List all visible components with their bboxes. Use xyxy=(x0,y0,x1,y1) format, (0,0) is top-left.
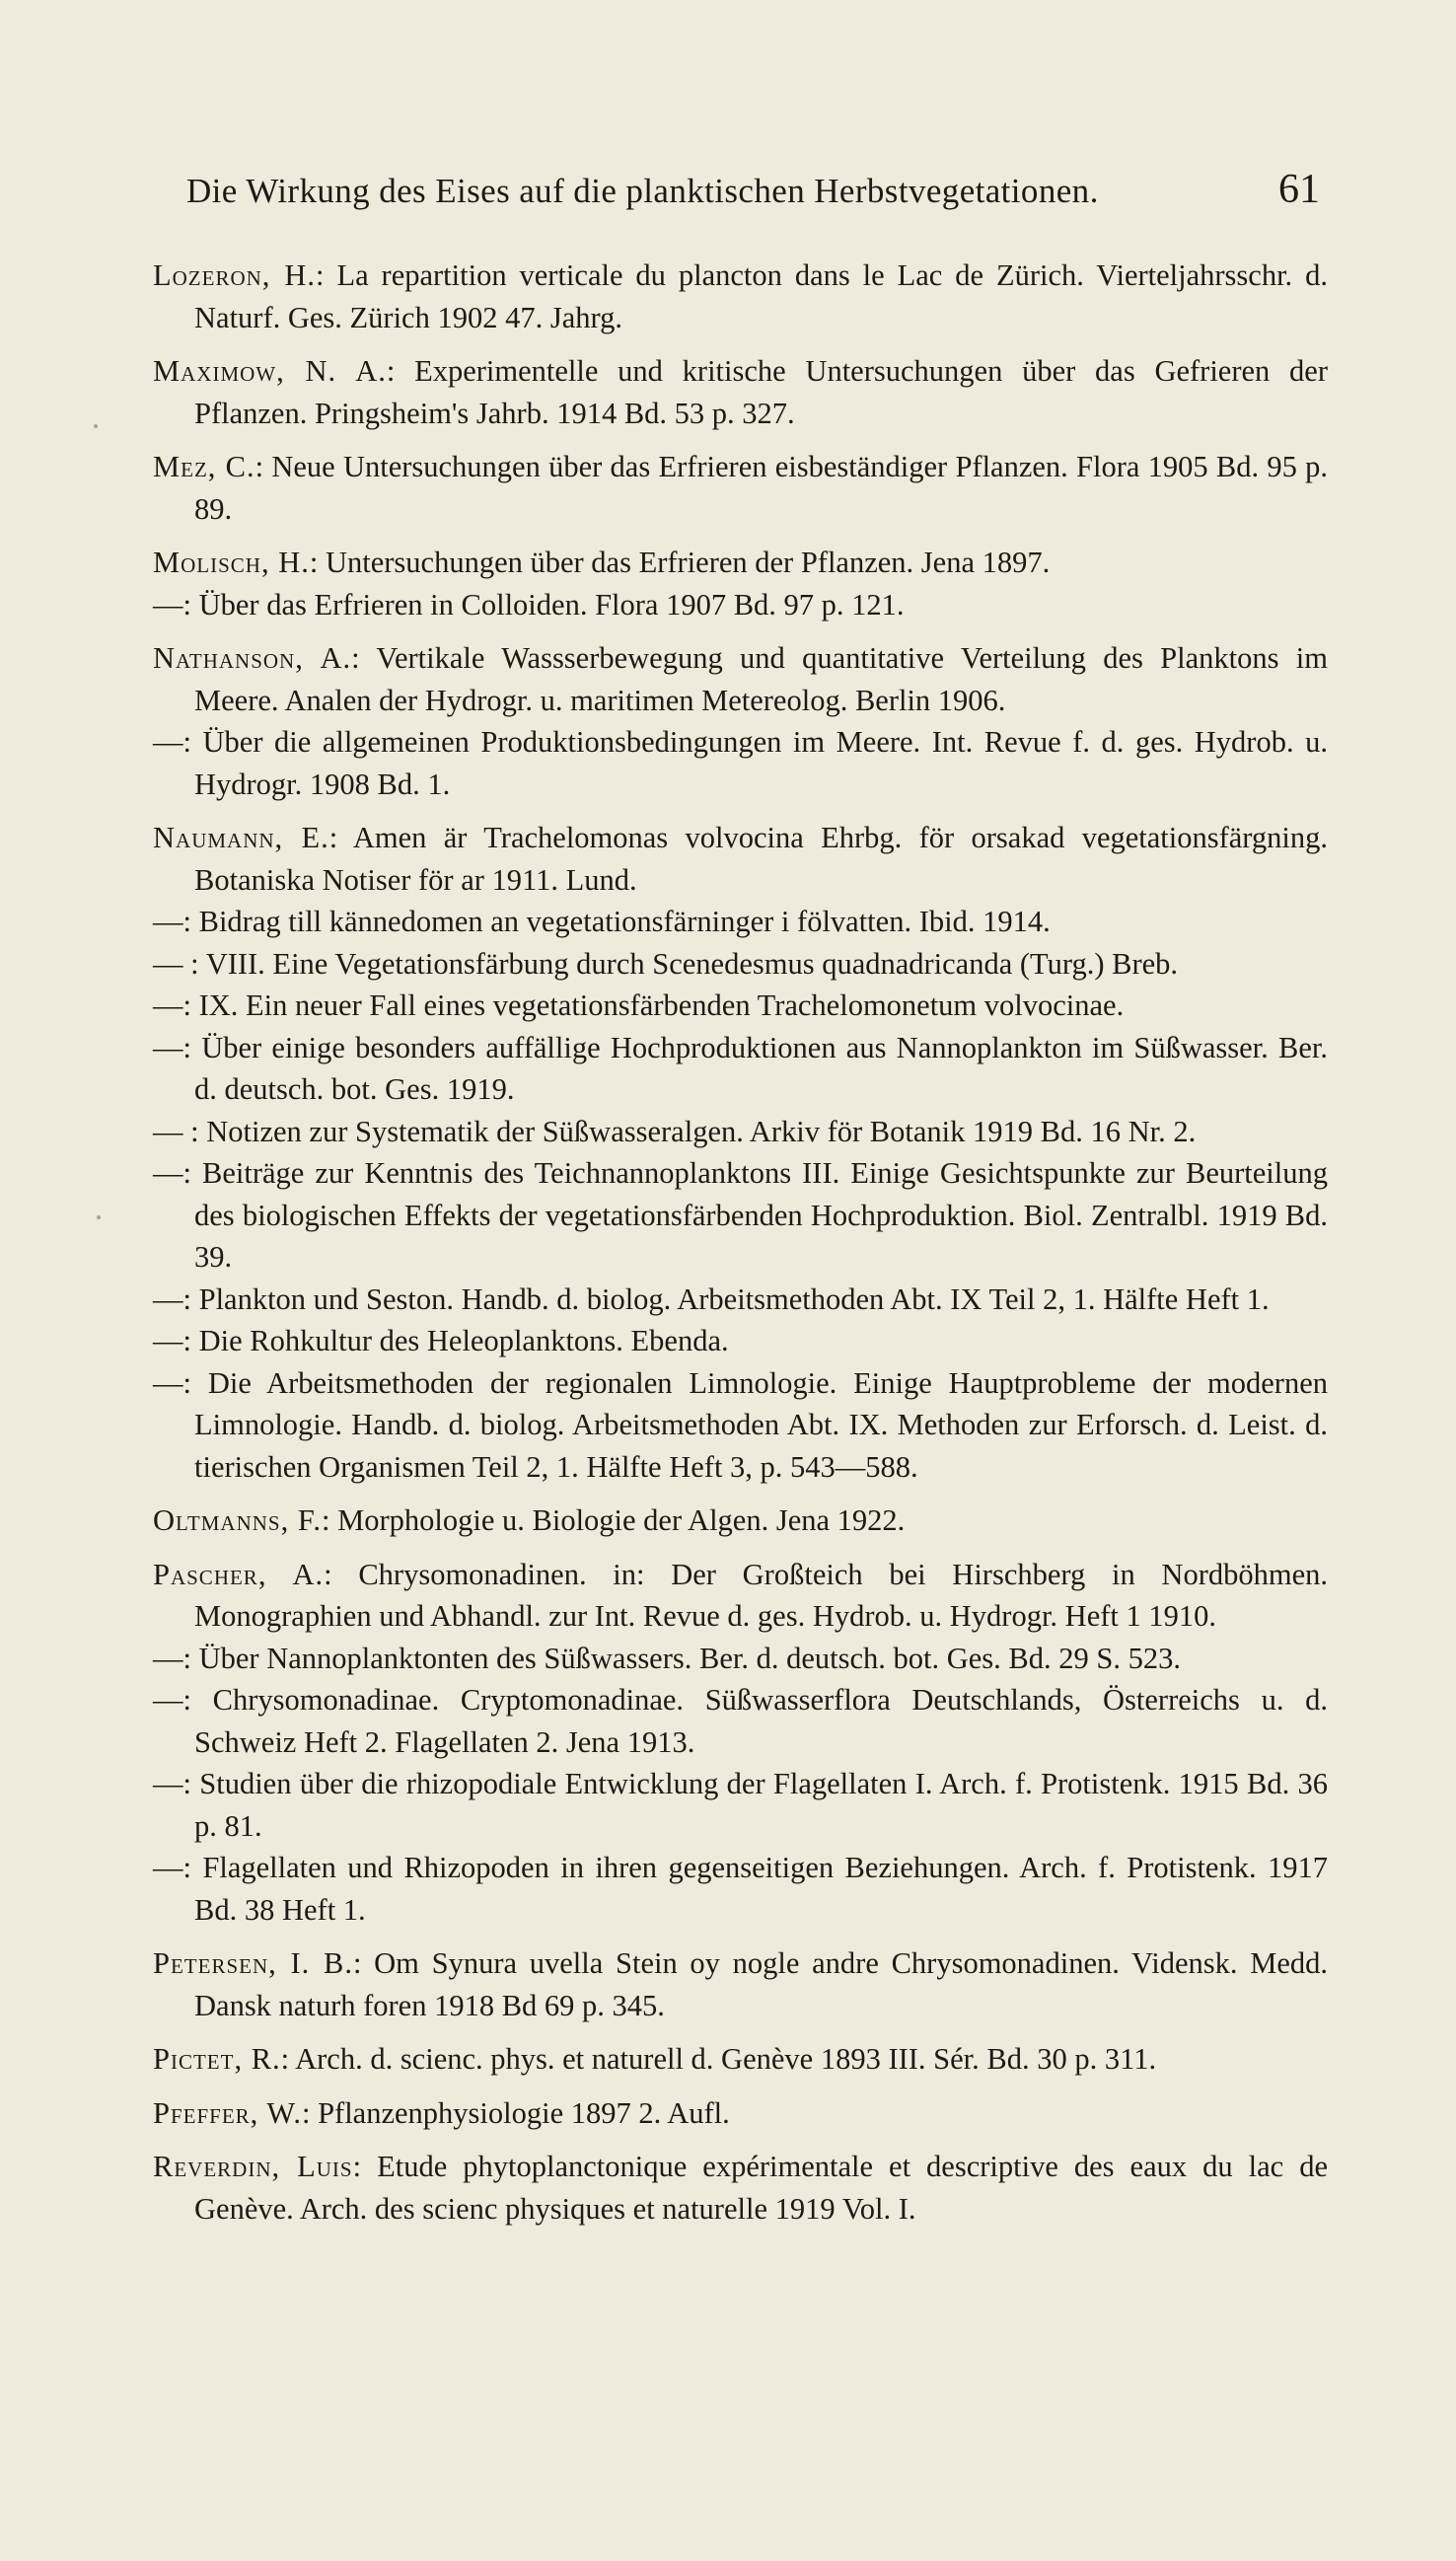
bibliography-entry xyxy=(153,1279,1328,1321)
ditto-dash: —: xyxy=(153,1281,199,1316)
bibliography-entry xyxy=(153,542,1328,584)
entry-separator: : xyxy=(301,2095,319,2130)
bibliography-entry xyxy=(153,2146,1328,2230)
bibliography-entry xyxy=(153,1500,1328,1542)
entry-text: Über Nannoplanktonten des Süßwassers. Ber. d. deutsch. bot. Ges. Bd. 29 S. 523. xyxy=(198,1641,1181,1675)
entry-text: Bidrag till kännedomen an vegetationsfärninger i fölvatten. Ibid. 1914. xyxy=(198,905,1051,938)
bibliography-entry xyxy=(153,1152,1328,1279)
entry-separator: : xyxy=(352,2150,378,2183)
entry-text: Die Arbeitsmethoden der regionalen Limnologie. Einige Hauptprobleme der modernen Limnologie. Handb. d. biolog. Arbeitsmethoden Abt. IX. Methoden zur Erforsch. d. Leist. d. tierischen Organismen Teil 2, 1. Hälfte Heft 3, p. 543—588. xyxy=(194,1365,1328,1484)
bibliography-entry xyxy=(153,1027,1328,1111)
entry-text: Etude phytoplanctonique expérimentale et descriptive des eaux du lac de Genève. Arch. des scienc physiques et naturelle 1919 Vol. I. xyxy=(194,2150,1329,2226)
bibliography-entry xyxy=(153,1111,1328,1153)
bibliography-entry xyxy=(153,2038,1328,2081)
ditto-dash: —: xyxy=(153,905,199,938)
bibliography-entry xyxy=(153,255,1328,338)
entry-author: Naumann, E. xyxy=(153,821,329,854)
ditto-dash: —: xyxy=(153,988,199,1022)
entry-text: Über das Erfrieren in Colloiden. Flora 1907 Bd. 97 p. 121. xyxy=(198,587,905,622)
running-title: Die Wirkung des Eises auf die planktischen Herbstvegetationen. xyxy=(186,172,1099,210)
entry-text: Experimentelle und kritische Untersuchungen über das Gefrieren der Pflanzen. Pringsheim's Jahrb. 1914 Bd. 53 p. 327. xyxy=(194,354,1328,430)
entry-separator: : xyxy=(255,450,272,483)
entry-separator: : xyxy=(280,2042,296,2076)
bibliography-entry xyxy=(153,584,1328,626)
ditto-dash: —: xyxy=(153,1767,200,1800)
entry-text: Die Rohkultur des Heleoplanktons. Ebenda. xyxy=(198,1324,729,1357)
ditto-dash: —: xyxy=(153,725,203,759)
bibliography-entry xyxy=(153,1763,1328,1847)
entry-text: Über einige besonders auffällige Hochproduktionen aus Nannoplankton im Süßwasser. Ber. d. deutsch. bot. Ges. 1919. xyxy=(194,1030,1328,1106)
bibliography-entry xyxy=(153,1320,1328,1362)
bibliography-entry xyxy=(153,350,1328,434)
entry-separator: : xyxy=(316,258,337,292)
bibliography-entry xyxy=(153,1847,1328,1931)
entry-text: Om Synura uvella Stein oy nogle andre Chrysomonadinen. Vidensk. Medd. Dansk naturh foren 1918 Bd 69 p. 345. xyxy=(194,1946,1328,2022)
entry-author: Nathanson, A. xyxy=(153,641,352,675)
ditto-dash: —: xyxy=(153,1365,208,1400)
entry-separator: : xyxy=(322,1503,338,1537)
bibliography-entry xyxy=(153,2092,1328,2135)
entry-text: Arch. d. scienc. phys. et naturell d. Genève 1893 III. Sér. Bd. 30 p. 311. xyxy=(295,2042,1157,2076)
entry-text: Neue Untersuchungen über das Erfrieren eisbeständiger Pflanzen. Flora 1905 Bd. 95 p. 89. xyxy=(194,450,1328,526)
bibliography-entry xyxy=(153,721,1328,805)
bibliography-entry xyxy=(153,637,1328,721)
page-number: 61 xyxy=(1278,167,1320,212)
bibliography-entry xyxy=(153,901,1328,943)
entry-text: Morphologie u. Biologie der Algen. Jena 1922. xyxy=(337,1503,906,1537)
entry-text: IX. Ein neuer Fall eines vegetationsfärbenden Trachelomonetum volvocinae. xyxy=(198,988,1125,1022)
entry-text: Amen är Trachelomonas volvocina Ehrbg. för orsakad vegetationsfärgning. Botaniska Notiser för ar 1911. Lund. xyxy=(194,821,1328,897)
entry-text: Chrysomonadinae. Cryptomonadinae. Süßwasserflora Deutschlands, Österreichs u. d. Schweiz Heft 2. Flagellaten 2. Jena 1913. xyxy=(194,1683,1328,1759)
running-header xyxy=(153,166,1328,213)
ditto-dash: —: xyxy=(153,1156,203,1190)
ditto-dash: —: xyxy=(153,1851,203,1884)
entry-author: Pascher, A. xyxy=(153,1557,325,1591)
entry-author: Maximow, N. A. xyxy=(153,354,387,388)
entry-author: Petersen, I. B. xyxy=(153,1946,353,1980)
entry-text: Plankton und Seston. Handb. d. biolog. Arbeitsmethoden Abt. IX Teil 2, 1. Hälfte Heft 1. xyxy=(198,1281,1270,1316)
entry-text: Studien über die rhizopodiale Entwicklung der Flagellaten I. Arch. f. Protistenk. 1915 Bd. 36 p. 81. xyxy=(194,1767,1328,1843)
entry-author: Mez, C. xyxy=(153,450,255,483)
bibliography-entry xyxy=(153,1942,1328,2026)
ditto-dash: — : xyxy=(153,946,206,981)
ditto-dash: —: xyxy=(153,1641,199,1675)
ditto-dash: —: xyxy=(153,1324,199,1357)
bibliography-entry xyxy=(153,985,1328,1027)
entry-text: Pflanzenphysiologie 1897 2. Aufl. xyxy=(318,2095,730,2130)
entry-text: Beiträge zur Kenntnis des Teichnannoplanktons III. Einige Gesichtspunkte zur Beurteilung des biologischen Effekts der vegetationsfärbenden Hochproduktion. Biol. Zentralbl. 1919 Bd. 39. xyxy=(194,1156,1328,1274)
ditto-dash: —: xyxy=(153,1683,213,1717)
entry-text: VIII. Eine Vegetationsfärbung durch Scenedesmus quadnadricanda (Turg.) Breb. xyxy=(205,946,1179,981)
bibliography-list xyxy=(153,255,1328,2230)
entry-author: Lozeron, H. xyxy=(153,258,317,292)
bibliography-entry xyxy=(153,446,1328,530)
ditto-dash: —: xyxy=(153,1030,202,1064)
bibliography-entry xyxy=(153,943,1328,986)
entry-author: Reverdin, Luis xyxy=(153,2150,353,2183)
entry-separator: : xyxy=(328,821,353,854)
bibliography-entry xyxy=(153,1679,1328,1763)
entry-text: La repartition verticale du plancton dans le Lac de Zürich. Vierteljahrsschr. d. Naturf. Ges. Zürich 1902 47. Jahrg. xyxy=(194,258,1328,334)
entry-text: Untersuchungen über das Erfrieren der Pflanzen. Jena 1897. xyxy=(325,546,1051,579)
bibliography-entry xyxy=(153,1362,1328,1489)
entry-separator: : xyxy=(386,354,415,388)
ditto-dash: —: xyxy=(153,587,199,622)
entry-text: Über die allgemeinen Produktionsbedingungen im Meere. Int. Revue f. d. ges. Hydrob. u. Hydrogr. 1908 Bd. 1. xyxy=(194,725,1328,801)
entry-separator: : xyxy=(351,641,377,675)
entry-author: Oltmanns, F. xyxy=(153,1503,322,1537)
entry-author: Pictet, R. xyxy=(153,2042,281,2076)
entry-author: Pfeffer, W. xyxy=(153,2095,302,2130)
entry-separator: : xyxy=(352,1946,375,1980)
ditto-dash: — : xyxy=(153,1114,207,1148)
entry-separator: : xyxy=(309,546,326,579)
bibliography-entry xyxy=(153,1554,1328,1638)
entry-author: Molisch, H. xyxy=(153,546,310,579)
entry-separator: : xyxy=(324,1557,359,1591)
entry-text: Vertikale Wassserbewegung und quantitative Verteilung des Planktons im Meere. Analen der Hydrogr. u. maritimen Metereolog. Berlin 1906. xyxy=(194,641,1328,717)
bibliography-entry xyxy=(153,817,1328,901)
paper-speck xyxy=(94,424,98,428)
bibliography-entry xyxy=(153,1638,1328,1680)
entry-text: Chrysomonadinen. in: Der Großteich bei Hirschberg in Nordböhmen. Monographien und Abhandl. zur Int. Revue d. ges. Hydrob. u. Hydrogr. Heft 1 1910. xyxy=(194,1557,1328,1633)
entry-text: Flagellaten und Rhizopoden in ihren gegenseitigen Beziehungen. Arch. f. Protistenk. 1917 Bd. 38 Heft 1. xyxy=(194,1851,1329,1927)
paper-speck xyxy=(97,1215,101,1219)
entry-text: Notizen zur Systematik der Süßwasseralgen. Arkiv för Botanik 1919 Bd. 16 Nr. 2. xyxy=(206,1114,1197,1148)
